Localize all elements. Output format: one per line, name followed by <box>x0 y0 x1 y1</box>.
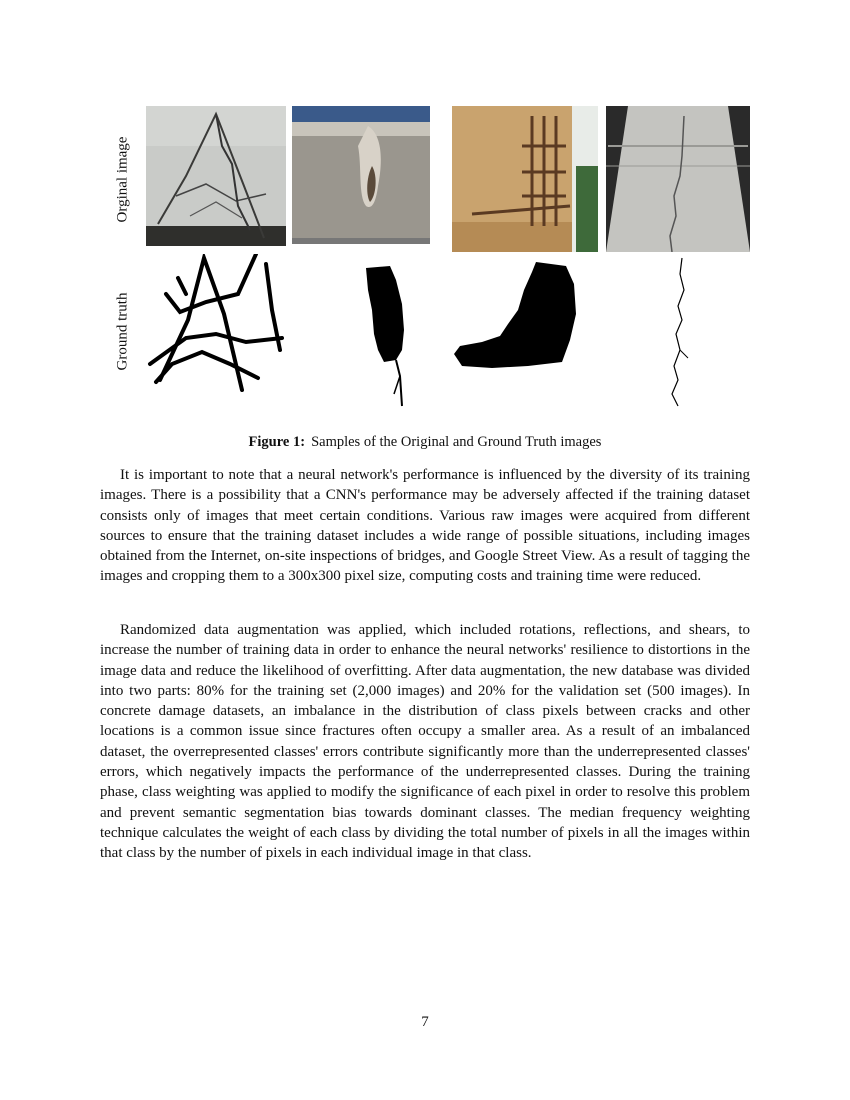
original-image-4 <box>606 106 750 252</box>
ground-truth-image-3 <box>452 258 580 372</box>
ground-truth-image-2 <box>356 264 412 410</box>
row-label-original: Orginal image <box>114 136 131 223</box>
ground-truth-image-4 <box>664 254 696 410</box>
ground-truth-image-1 <box>146 254 286 392</box>
figure-caption <box>0 434 850 451</box>
original-image-1 <box>146 106 286 246</box>
row-label-ground-truth: Ground truth <box>114 292 131 371</box>
page-number: 7 <box>421 1014 429 1030</box>
original-image-2 <box>292 106 430 244</box>
paragraph-2: Randomized data augmentation was applied, which included rotations, reflections, and shears, to increase the number of training data in order to enhance the neural networks' resilience to distortions in the image data and reduce the likelihood of overfitting. After data augmentation, the new database was divided into two parts: 80% for the training set (2,000 images) and 20% for the validation set (500 images). In concrete damage datasets, an imbalance in the distribution of class pixels between cracks and other locations is a common issue since fractures often occupy a smaller area. As a result of an imbalanced dataset, the overrepresented classes' errors contribute significantly more than the underrepresented classes' errors, which negatively impacts the performance of the underrepresented classes. During the training phase, class weighting was applied to modify the significance of each pixel in order to resolve this problem and prevent semantic segmentation bias towards dominant classes. The median frequency weighting technique calculates the weight of each class by dividing the total number of pixels in all the images within that class by the number of pixels in each individual image in that class. <box>100 622 750 862</box>
figure-caption-text: Samples of the Original and Ground Truth images <box>311 434 602 450</box>
paragraph-1: It is important to note that a neural network's performance is influenced by the diversity of its training images. There is a possibility that a CNN's performance may be adversely affected if the training dataset consists only of images that meet certain conditions. Various raw images were acquired from different sources to ensure that the training dataset includes a wide range of possible situations, including images obtained from the Internet, on-site inspections of bridges, and Google Street View. As a result of tagging the images and cropping them to a 300x300 pixel size, computing costs and training time were reduced. <box>100 467 750 585</box>
figure-caption-label: Figure 1: <box>248 434 306 450</box>
original-image-3 <box>452 106 598 252</box>
